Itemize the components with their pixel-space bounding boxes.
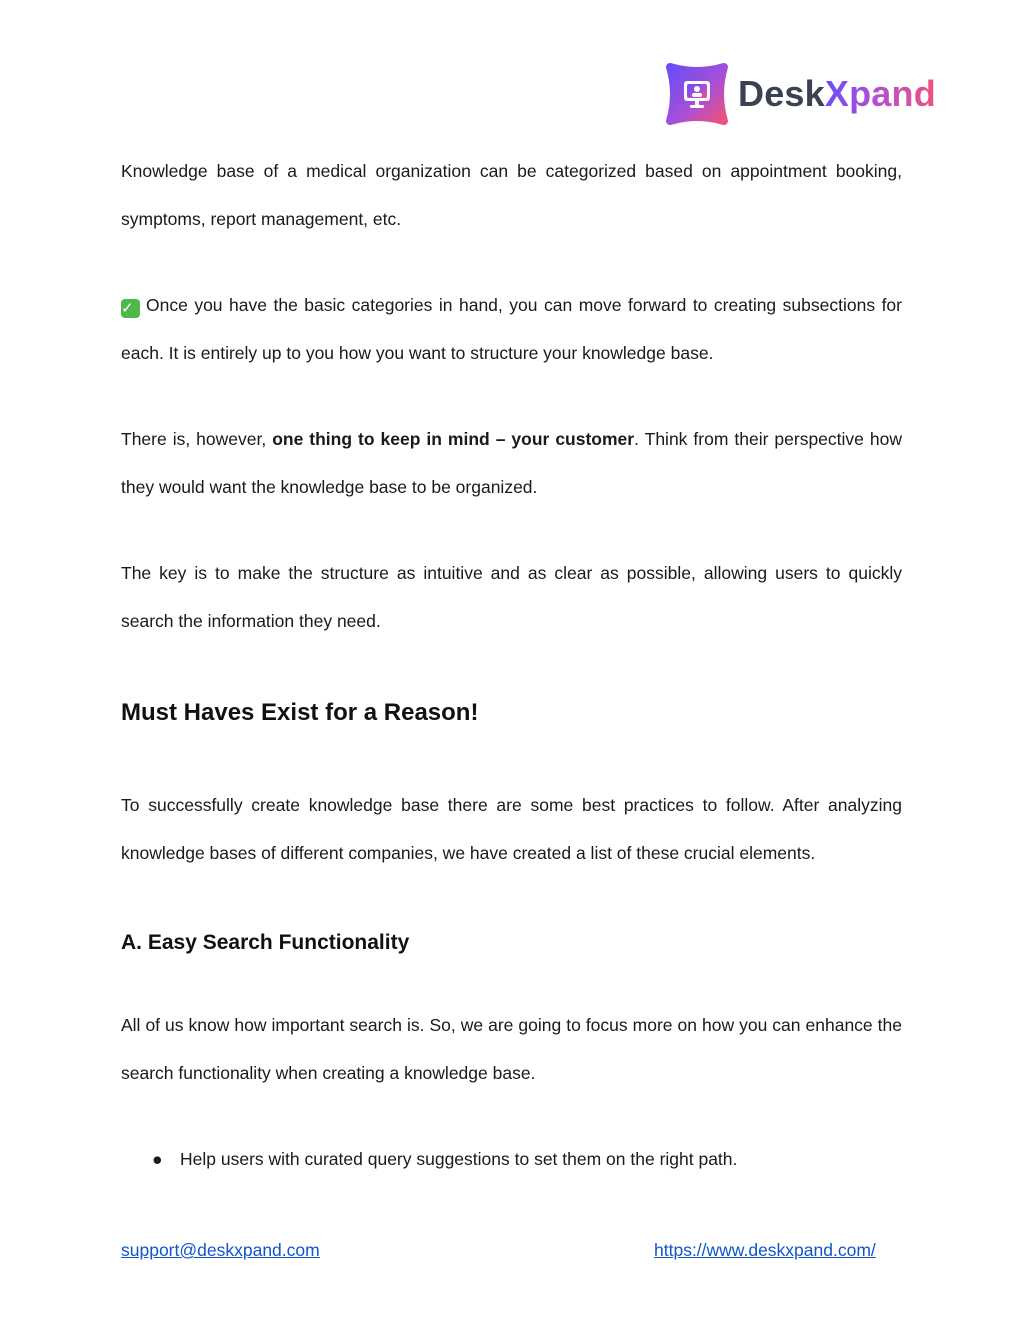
paragraph-customer-tail: . Think from their perspective how they would want the knowledge base to be organized. (121, 429, 902, 497)
paragraph-categories: Knowledge base of a medical organization can be categorized based on appointment booking, symptoms, report management, etc. (121, 161, 902, 229)
heading-must-haves: Must Haves Exist for a Reason! (121, 699, 479, 726)
brand-name-desk: Desk (738, 73, 825, 114)
paragraph-subsections (121, 281, 902, 377)
paragraph-customer-lead: There is, however, (121, 429, 273, 449)
paragraph-search-importance: All of us know how important search is. So, we are going to focus more on how you can enhance the search functionality when creating a knowledge base. (121, 1015, 902, 1083)
brand-name (738, 73, 936, 114)
list-item (152, 1145, 737, 1173)
check-mark-icon: ✓ (121, 299, 140, 318)
paragraph-best-practices: To successfully create knowledge base there are some best practices to follow. After analyzing knowledge bases of different companies, we have created a list of these crucial elements. (121, 795, 902, 863)
paragraph-structure: The key is to make the structure as intuitive and as clear as possible, allowing users to quickly search the information they need. (121, 563, 902, 631)
paragraph-customer-emphasis: one thing to keep in mind – your customer (272, 429, 635, 449)
list-item-text: Help users with curated query suggestions to set them on the right path. (180, 1149, 738, 1169)
footer-email-link[interactable]: support@deskxpand.com (121, 1240, 320, 1260)
brand-name-xpand: Xpand (824, 73, 936, 114)
paragraph-customer (121, 415, 902, 511)
deskxpand-logo (664, 60, 936, 128)
footer-website-link[interactable]: https://www.deskxpand.com/ (654, 1240, 876, 1260)
bullet-marker: ● (152, 1149, 163, 1169)
heading-easy-search: A. Easy Search Functionality (121, 931, 410, 954)
paragraph-subsections-text: Once you have the basic categories in hand, you can move forward to creating subsections for each. It is entirely up to you how you want to structure your knowledge base. (121, 295, 902, 363)
deskxpand-logo-mark-icon (664, 61, 730, 127)
